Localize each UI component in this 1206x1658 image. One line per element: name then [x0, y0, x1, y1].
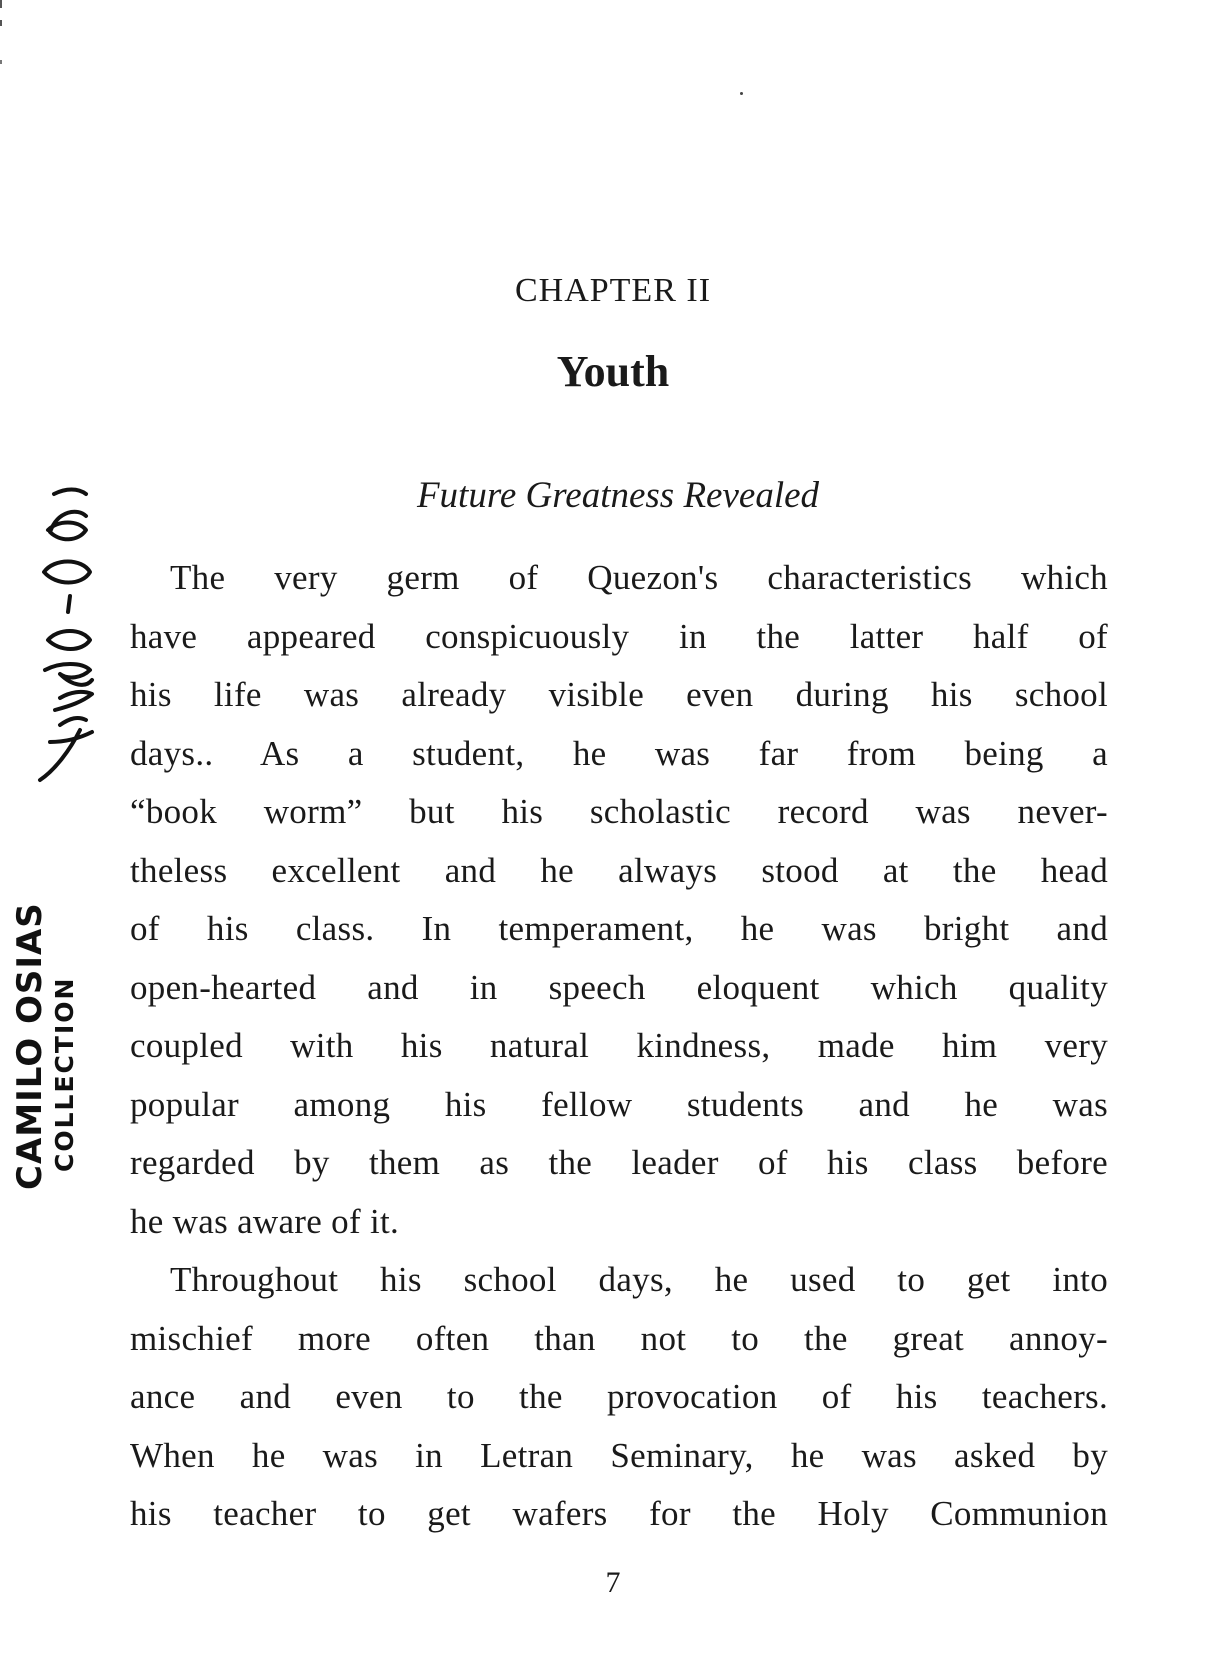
stamp-collection: COLLECTION	[50, 976, 79, 1172]
paragraph-1	[130, 549, 1108, 1251]
text-line: he was aware of it.	[130, 1201, 400, 1241]
text-line: of his class. In temperament, he was bright and	[130, 909, 1108, 948]
text-line: regarded by them as the leader of his class before	[130, 1143, 1108, 1182]
text-line: Throughout his school days, he used to get into	[170, 1260, 1108, 1299]
text-line: coupled with his natural kindness, made him very	[130, 1026, 1108, 1065]
handwritten-date-note	[20, 480, 110, 790]
page-number: 7	[605, 1566, 621, 1599]
text-line: “book worm” but his scholastic record was never-	[130, 792, 1108, 831]
text-line: theless excellent and he always stood at the head	[130, 850, 1108, 890]
section-heading: Future Greatness Revealed	[416, 475, 820, 516]
text-line: days.. As a student, he was far from being a	[130, 733, 1108, 773]
text-line: ance and even to the provocation of his teachers.	[130, 1377, 1108, 1416]
text-line: mischief more often than not to the great annoy-	[130, 1318, 1108, 1358]
chapter-heading: CHAPTER II	[514, 272, 712, 309]
text-line: his teacher to get wafers for the Holy Communion	[130, 1494, 1108, 1533]
text-line: open-hearted and in speech eloquent which quality	[130, 967, 1108, 1007]
collection-stamp	[10, 902, 100, 1190]
text-line: popular among his fellow students and he was	[130, 1084, 1108, 1124]
scan-edge-mark	[0, 0, 2, 120]
text-line: his life was already visible even during his school	[130, 675, 1108, 714]
text-line: have appeared conspicuously in the latter half of	[130, 616, 1108, 656]
body-text	[130, 549, 1108, 1544]
paragraph-2	[130, 1251, 1108, 1544]
text-line: When he was in Letran Seminary, he was asked by	[130, 1435, 1108, 1475]
scan-speck	[740, 92, 743, 95]
text-line: The very germ of Quezon's characteristics which	[170, 558, 1108, 597]
chapter-title: Youth	[556, 347, 670, 396]
stamp-name: CAMILO OSIAS	[10, 902, 50, 1190]
